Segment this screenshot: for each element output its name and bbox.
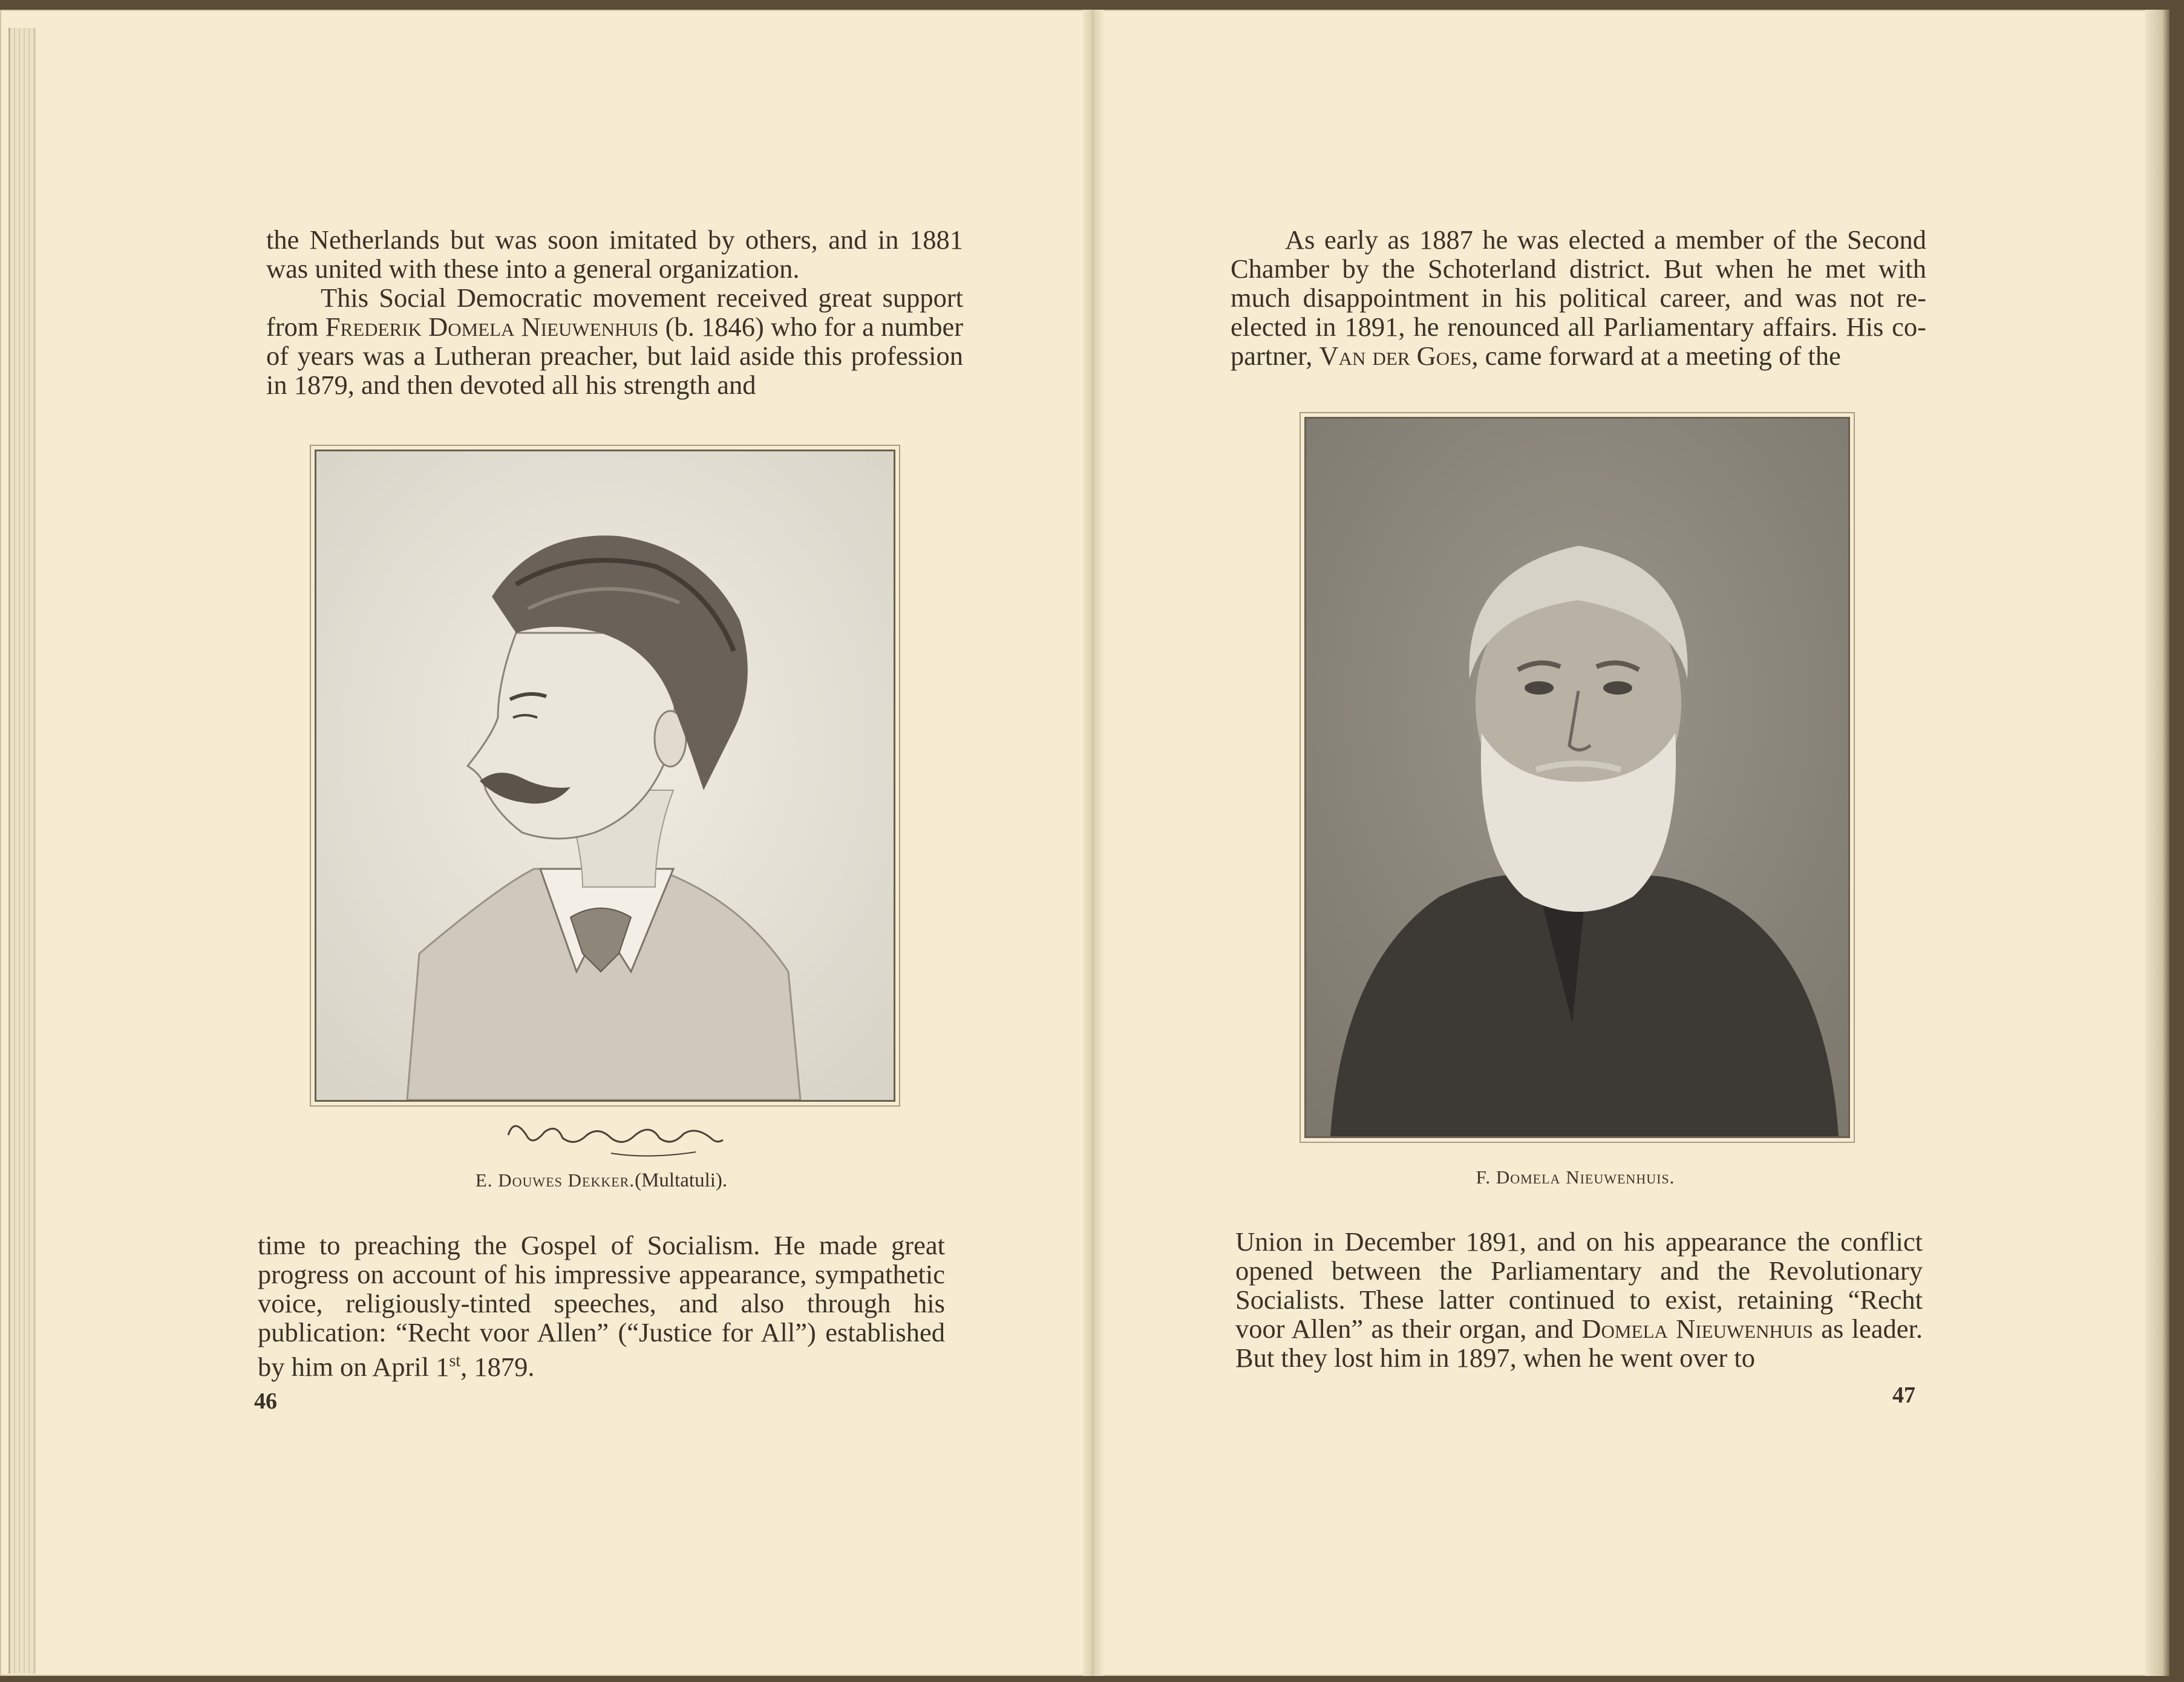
engraving-portrait-image: [316, 451, 894, 1100]
right-page: [1103, 10, 2145, 1676]
book-gutter: [1083, 10, 1103, 1676]
superscript: st: [449, 1352, 461, 1370]
left-page-top-text: [266, 225, 963, 399]
paragraph-text: (b. 1846) who for a number of years was a Lutheran preacher, but laid aside this profession in 1879, and then devoted all his strength and: [266, 312, 964, 400]
page-edges-right: [2145, 10, 2169, 1676]
right-page-top-text: [1231, 225, 1926, 370]
caption-name: E. Douwes Dekker.: [475, 1170, 635, 1191]
person-name: Van der Goes: [1319, 341, 1472, 371]
signature-image: [502, 1111, 726, 1165]
paragraph-text: Union in December 1891, and on his appearance the conflict opened between the Parliamentary and the Revolutionary Socialists. These latter continued to exist, retaining “Recht voor Allen” as their organ, and: [1235, 1226, 1923, 1344]
portrait-domela-nieuwenhuis: [1304, 417, 1850, 1138]
person-name: Frederik Domela Nieuwenhuis: [325, 312, 659, 342]
portrait-douwes-dekker: [315, 450, 895, 1102]
person-name: Domela Nieuwenhuis: [1581, 1314, 1813, 1344]
page-number-right: 47: [1892, 1383, 1915, 1408]
paragraph-text: As early as 1887 he was elected a member of the Second Chamber by the Schoterland district. But when he met with much disappointment in his political career, and was not re-elected in 1891, he renounced all Parliamentary affairs. His co-partner,: [1231, 224, 1926, 371]
page-edges-left: [8, 28, 36, 1674]
paragraph-text: as leader. But they lost him in 1897, when he went over to: [1235, 1314, 1923, 1373]
left-page-bottom-text: [258, 1231, 945, 1381]
caption-alias: (Multatuli).: [635, 1170, 728, 1191]
left-page: [33, 10, 1083, 1676]
caption-name: F. Domela Nieuwenhuis.: [1476, 1167, 1675, 1188]
paragraph-text: , came forward at a meeting of the: [1471, 341, 1841, 371]
paragraph-text: the Netherlands but was soon imitated by others, and in 1881 was united with these into a general organization.: [266, 224, 963, 284]
paragraph-text: time to preaching the Gospel of Socialism. He made great progress on account of his impressive appearance, sympathetic voice, religiously-tinted speeches, and also through his publication: “Recht voor Allen” (“Justice for All”) established by him on April 1: [258, 1230, 945, 1382]
portrait-caption-left: [371, 1170, 831, 1192]
portrait-caption-right: [1358, 1167, 1793, 1188]
page-number-left: 46: [254, 1389, 277, 1414]
photo-portrait-image: [1306, 419, 1848, 1136]
right-page-bottom-text: [1235, 1227, 1923, 1372]
paragraph-text: , 1879.: [460, 1351, 535, 1382]
paragraph-text: This Social Democratic movement received great support from: [266, 283, 963, 342]
book-spread: [0, 10, 2169, 1676]
